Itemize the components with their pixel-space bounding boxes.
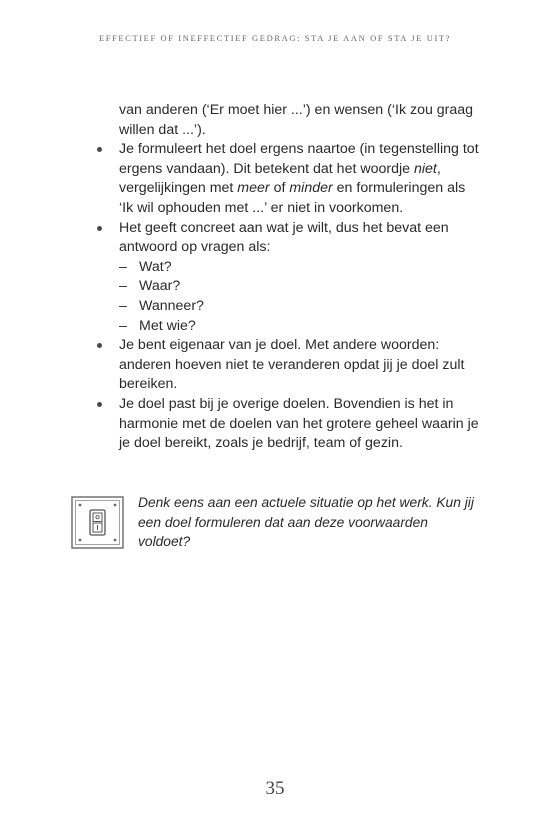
running-header: EFFECTIEF OF INEFFECTIEF GEDRAG: STA JE AAN OF STA JE UIT?	[98, 33, 452, 43]
list-item	[91, 395, 481, 454]
dash-icon: –	[119, 317, 127, 334]
main-text	[91, 101, 481, 454]
sub-list-item: – Wanneer?	[119, 297, 481, 317]
tip-text: Denk eens aan een actuele situatie op het werk. Kun jij een doel formuleren dat aan deze voorwaarden voldoet?	[138, 495, 474, 550]
bullet-icon	[97, 226, 102, 231]
list-item	[91, 219, 481, 337]
list-item	[91, 140, 481, 218]
item-text: Je formuleert het doel ergens naartoe (in tegenstelling tot ergens vandaan). Dit betekent dat het woordje niet, vergelijkingen met meer of minder en formuleringen als ‘Ik wil ophouden met ...’ er niet in voorkomen.	[119, 141, 479, 216]
sub-list-item: – Wat?	[119, 258, 481, 278]
bullet-icon	[97, 147, 102, 152]
dash-icon: –	[119, 278, 127, 295]
emphasis: minder	[289, 180, 333, 197]
emphasis: niet	[413, 160, 437, 177]
conditions-list	[91, 140, 481, 454]
continuation-paragraph: van anderen (‘Er moet hier ...’) en wensen (‘Ik zou graag willen dat ...’).	[119, 102, 474, 138]
dash-icon: –	[119, 297, 127, 314]
item-text: Je doel past bij je overige doelen. Bovendien is het in harmonie met de doelen van het grotere geheel waarin je je doel bereikt, zoals je bedrijf, team of gezin.	[119, 395, 479, 452]
item-text: Het geeft concreet aan wat je wilt, dus het bevat een antwoord op vragen als:	[119, 219, 449, 256]
question-list	[119, 258, 481, 336]
sub-list-item: – Met wie?	[119, 317, 481, 337]
dash-icon: –	[119, 258, 127, 275]
light-switch-icon	[71, 496, 124, 549]
list-item	[91, 336, 481, 395]
bullet-icon	[97, 402, 102, 407]
page-number: 35	[265, 778, 285, 799]
sub-list-item: – Waar?	[119, 277, 481, 297]
bullet-icon	[97, 343, 102, 348]
emphasis: meer	[237, 180, 270, 197]
item-text: Je bent eigenaar van je doel. Met andere woorden: anderen hoeven niet te veranderen opdat jij je doel zult bereiken.	[119, 337, 465, 393]
